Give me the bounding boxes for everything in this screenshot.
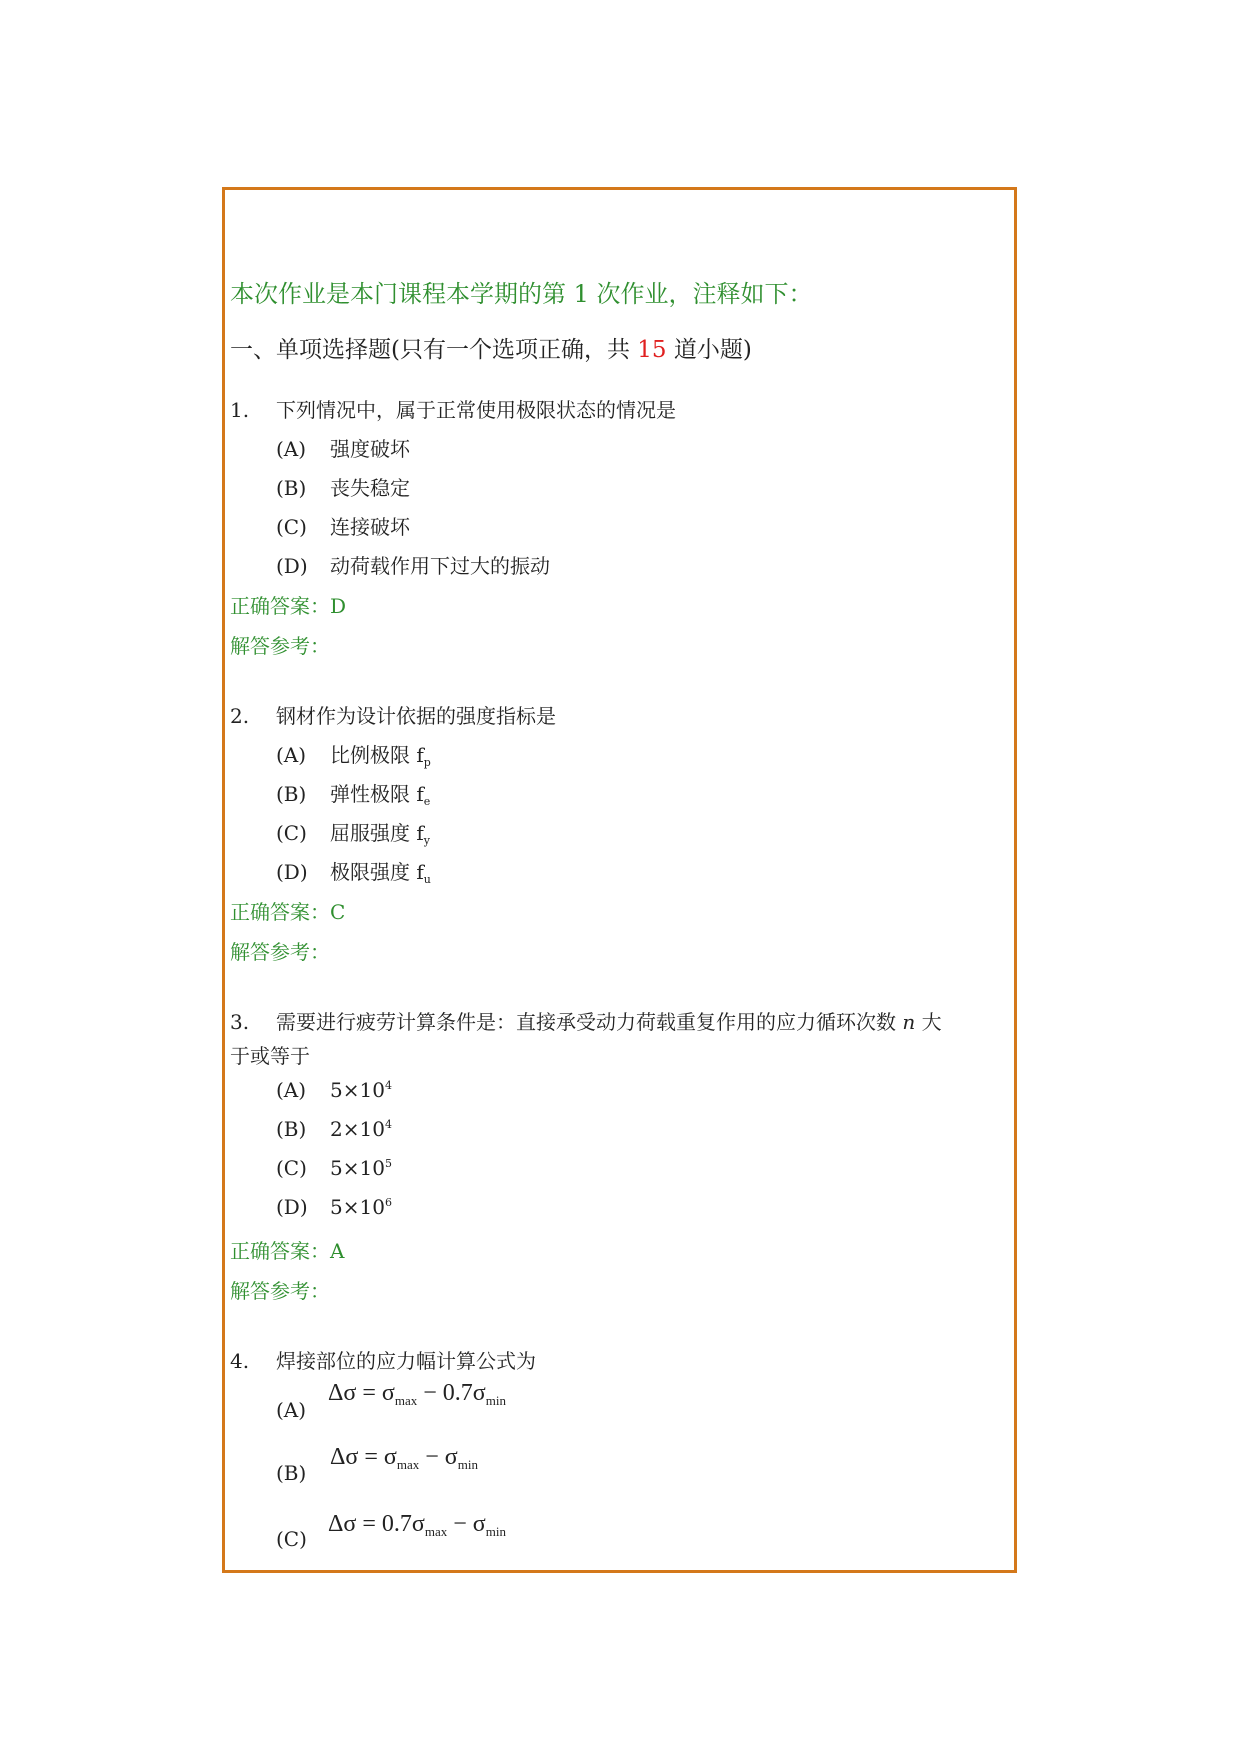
question-count: 15 xyxy=(637,337,667,363)
q3-option-b: (B) $2\times 10^4$ xyxy=(276,1117,392,1141)
q4-option-c-letter: (C) xyxy=(276,1527,307,1551)
question-3: 3. 需要进行疲劳计算条件是：直接承受动力荷载重复作用的应力循环次数 n 大 xyxy=(230,1010,942,1034)
q3-option-c: (C) $5\times 10^5$ xyxy=(276,1156,392,1180)
q3-option-a: (A) $5\times 10^4$ xyxy=(276,1078,392,1102)
question-4: 4. 焊接部位的应力幅计算公式为 xyxy=(230,1349,536,1373)
question-2: 2. 钢材作为设计依据的强度指标是 xyxy=(230,704,556,728)
intro-text: 本次作业是本门课程本学期的第 1 次作业，注释如下： xyxy=(230,280,813,308)
q3-answer: 正确答案：A xyxy=(230,1239,345,1263)
q1-option-d: (D) 动荷载作用下过大的振动 xyxy=(276,554,550,578)
q2-option-d: (D) 极限强度 $f_u$ xyxy=(276,860,431,886)
section-title: 一、单项选择题(只有一个选项正确，共 15 道小题) xyxy=(230,337,752,363)
q1-option-b: (B) 丧失稳定 xyxy=(276,476,410,500)
question-1: 1. 下列情况中，属于正常使用极限状态的情况是 xyxy=(230,398,676,422)
q4-option-b-letter: (B) xyxy=(276,1461,307,1485)
q1-option-c: (C) 连接破坏 xyxy=(276,515,410,539)
q2-answer: 正确答案：C xyxy=(230,900,346,924)
q1-answer: 正确答案：D xyxy=(230,594,347,618)
q2-option-a: (A) 比例极限 $f_p$ xyxy=(276,743,431,769)
question-3-line-2: 于或等于 xyxy=(230,1044,310,1068)
q4-option-b-formula: $\Delta\sigma = \sigma_{max} - \sigma_{min}$ xyxy=(330,1444,478,1472)
q3-reference: 解答参考： xyxy=(230,1279,330,1303)
q4-option-c-formula: $\Delta\sigma = 0.7\sigma_{max} - \sigma_{min}$ xyxy=(328,1511,506,1539)
q2-option-b: (B) 弹性极限 $f_e$ xyxy=(276,782,431,808)
q2-option-c: (C) 屈服强度 $f_y$ xyxy=(276,821,430,847)
q4-option-a-letter: (A) xyxy=(276,1398,307,1422)
q1-reference: 解答参考： xyxy=(230,634,330,658)
q2-reference: 解答参考： xyxy=(230,940,330,964)
q1-option-a: (A) 强度破坏 xyxy=(276,437,410,461)
q3-option-d: (D) $5\times 10^6$ xyxy=(276,1195,392,1219)
q4-option-a-formula: $\Delta\sigma = \sigma_{max} - 0.7\sigma_{min}$ xyxy=(328,1380,506,1408)
